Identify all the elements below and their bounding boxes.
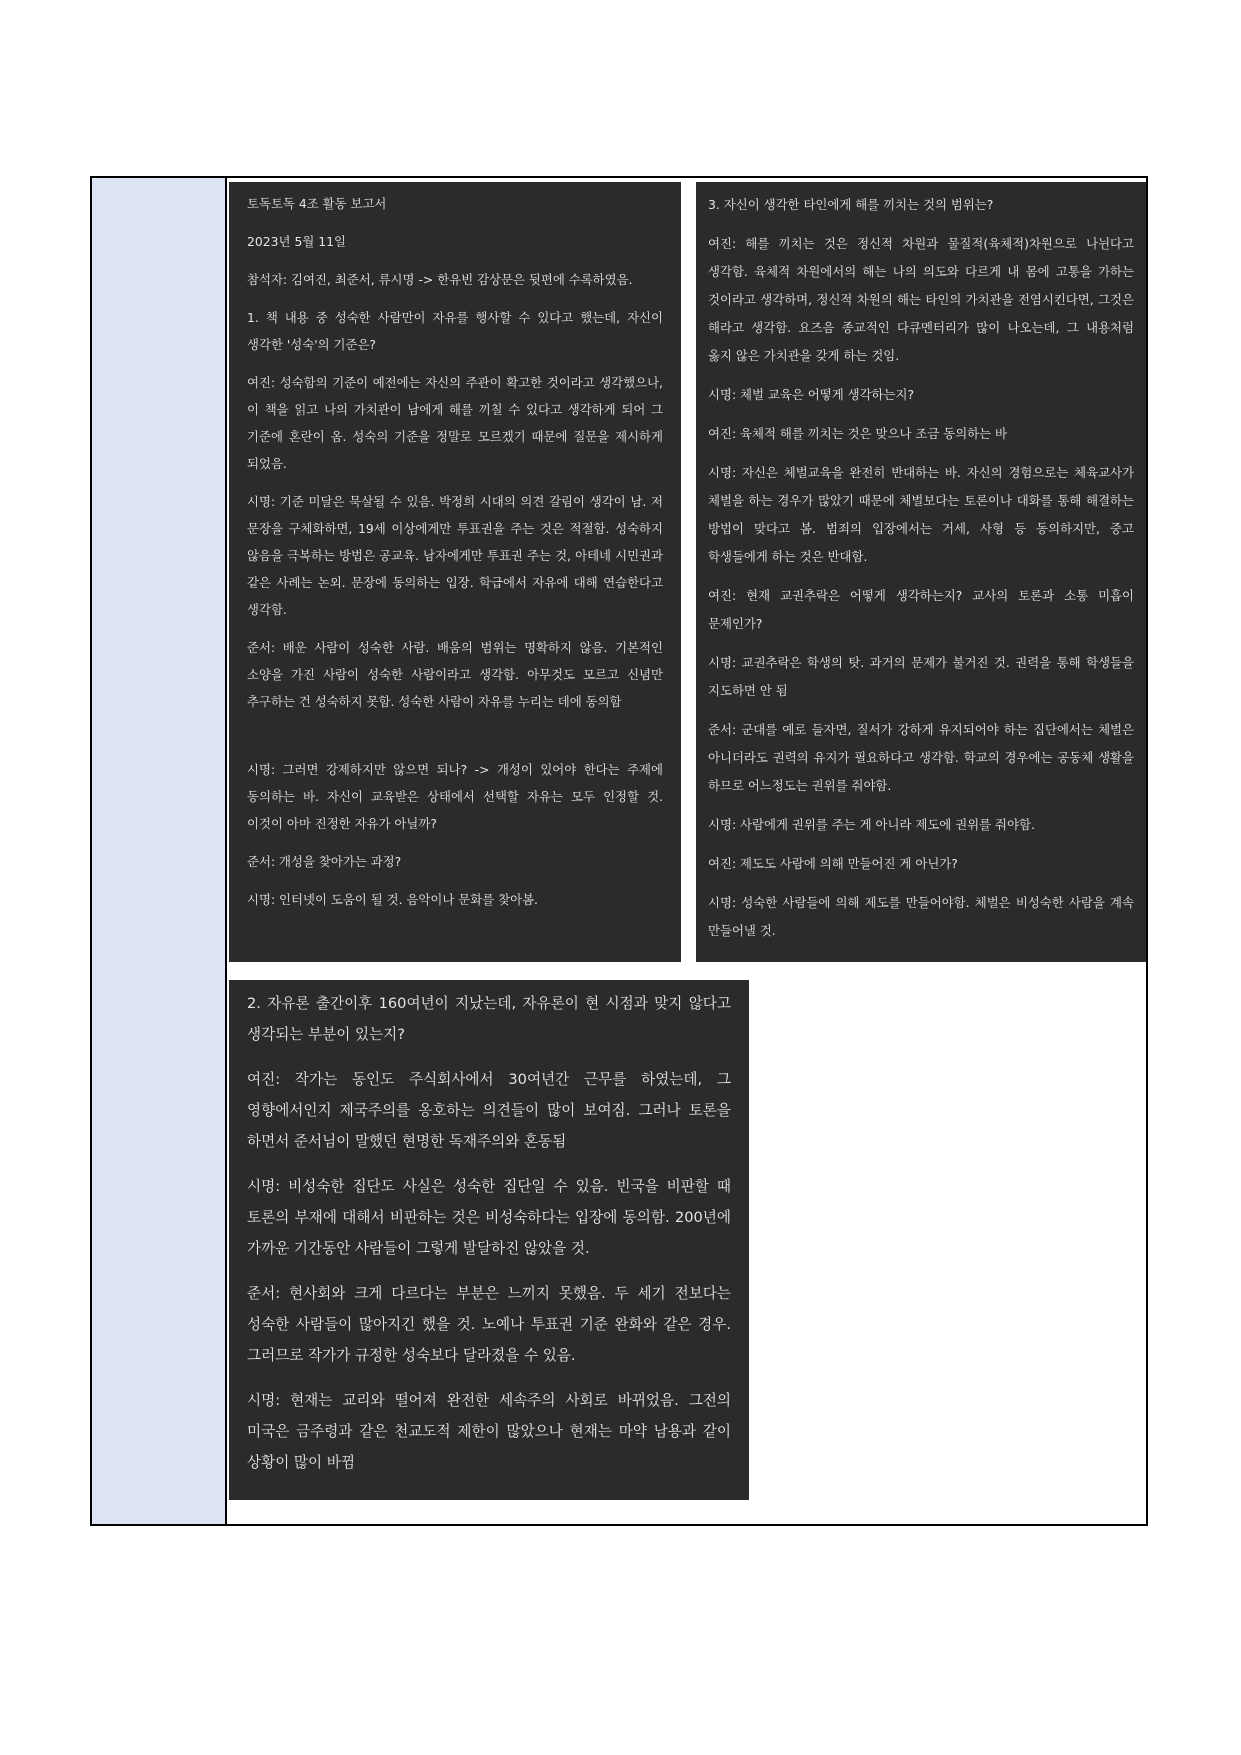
answer-yeojin-4: 여진: 제도도 사람에 의해 만들어진 게 아닌가?	[708, 856, 958, 871]
answer-junseo: 준서: 배운 사람이 성숙한 사람. 배움의 범위는 명확하지 않음. 기본적인 소양을 가진 사람이 성숙한 사람이라고 생각함. 아무것도 모르고 신념만 추구하는 건 성숙하지 못함. 성숙한 사람이 자유를 누리는 데에 동의함	[247, 640, 663, 709]
answer-yeojin-3: 여진: 현재 교권추락은 어떻게 생각하는지? 교사의 토론과 소통 미흡이 문제인가?	[708, 588, 1134, 631]
answer-yeojin: 여진: 해를 끼치는 것은 정신적 차원과 물질적(육체적)차원으로 나뉜다고 생각함. 육체적 차원에서의 해는 나의 의도와 다르게 내 몸에 고통을 가하는 것이라고 생각하며, 정신적 차원의 해는 타인의 가치관을 전염시킨다면, 그것은 해라고 생각함. 요즈음 종교적인 다큐멘터리가 많이 나오는데, 그 내용처럼 옳지 않은 가치관을 갖게 하는 것임.	[708, 236, 1134, 363]
notes-block-section3	[696, 182, 1146, 962]
answer-simyeong-3: 시명: 교권추락은 학생의 탓. 과거의 문제가 불거진 것. 권력을 통해 학생들을 지도하면 안 됨	[708, 655, 1134, 698]
notes-block-section1	[229, 182, 681, 962]
report-table-frame	[90, 176, 1148, 1526]
report-date: 2023년 5월 11일	[247, 234, 346, 249]
report-title: 토독토독 4조 활동 보고서	[247, 196, 387, 211]
answer-simyeong-2: 시명: 자신은 체벌교육을 완전히 반대하는 바. 자신의 경험으로는 체육교사가 체벌을 하는 경우가 많았기 때문에 체벌보다는 토론이나 대화를 통해 해결하는 방법이 맞다고 봄. 범죄의 입장에서는 거세, 사형 등 동의하지만, 중고 학생들에게 하는 것은 반대함.	[708, 465, 1134, 564]
blank-gap	[247, 726, 663, 756]
answer-yeojin: 여진: 작가는 동인도 주식회사에서 30여년간 근무를 하였는데, 그 영향에서인지 제국주의를 옹호하는 의견들이 많이 보여짐. 그러나 토론을 하면서 준서님이 말했던 현명한 독재주의와 혼동됨	[247, 1071, 731, 1150]
answer-simyeong: 시명: 기준 미달은 묵살될 수 있음. 박정희 시대의 의견 갈림이 생각이 남. 저 문장을 구체화하면, 19세 이상에게만 투표권을 주는 것은 적절함. 성숙하지 않음을 극복하는 방법은 공교육. 남자에게만 투표권 주는 것, 아테네 시민권과 같은 사례는 논외. 문장에 동의하는 입장. 학급에서 자유에 대해 연습한다고 생각함.	[247, 494, 663, 617]
attendees: 참석자: 김여진, 최준서, 류시명 -> 한유빈 감상문은 뒷편에 수록하였음.	[247, 272, 633, 287]
notes-block-section2	[229, 980, 749, 1500]
answer-simyeong-3: 시명: 인터넷이 도움이 될 것. 음악이나 문화를 찾아봄.	[247, 892, 538, 907]
answer-junseo-2: 준서: 개성을 찾아가는 과정?	[247, 854, 402, 869]
answer-simyeong-2: 시명: 현재는 교리와 떨어져 완전한 세속주의 사회로 바뀌었음. 그전의 미국은 금주령과 같은 천교도적 제한이 많았으나 현재는 마약 남용과 같이 상황이 많이 바뀜	[247, 1392, 731, 1471]
answer-yeojin-2: 여진: 육체적 해를 끼치는 것은 맞으나 조금 동의하는 바	[708, 426, 1008, 441]
question-1: 1. 책 내용 중 성숙한 사람만이 자유를 행사할 수 있다고 했는데, 자신이 생각한 '성숙'의 기준은?	[247, 310, 663, 352]
answer-yeojin: 여진: 성숙함의 기준이 예전에는 자신의 주관이 확고한 것이라고 생각했으나, 이 책을 읽고 나의 가치관이 남에게 해를 끼칠 수 있다고 생각하게 되어 그 기준에 혼란이 옴. 성숙의 기준을 정말로 모르겠기 때문에 질문을 제시하게 되었음.	[247, 375, 663, 471]
question-2: 2. 자유론 출간이후 160여년이 지났는데, 자유론이 현 시점과 맞지 않다고 생각되는 부분이 있는지?	[247, 995, 731, 1043]
answer-junseo: 준서: 군대를 예로 들자면, 질서가 강하게 유지되어야 하는 집단에서는 체벌은 아니더라도 권력의 유지가 필요하다고 생각함. 학교의 경우에는 공동체 생활을 하므로 어느정도는 권위를 줘야함.	[708, 722, 1134, 793]
answer-simyeong-4: 시명: 사람에게 권위를 주는 게 아니라 제도에 권위를 줘야함.	[708, 817, 1035, 832]
answer-junseo: 준서: 현사회와 크게 다르다는 부분은 느끼지 못했음. 두 세기 전보다는 성숙한 사람들이 많아지긴 했을 것. 노예나 투표권 기준 완화와 같은 경우. 그러므로 작가가 규정한 성숙보다 달라졌을 수 있음.	[247, 1285, 731, 1364]
answer-simyeong-2: 시명: 그러면 강제하지만 않으면 되나? -> 개성이 있어야 한다는 주제에 동의하는 바. 자신이 교육받은 상태에서 선택할 자유는 모두 인정할 것. 이것이 아마 진정한 자유가 아닐까?	[247, 762, 663, 831]
label-column	[92, 178, 227, 1524]
answer-simyeong-5: 시명: 성숙한 사람들에 의해 제도를 만들어야함. 체벌은 비성숙한 사람을 계속 만들어낼 것.	[708, 895, 1134, 938]
answer-simyeong: 시명: 체벌 교육은 어떻게 생각하는지?	[708, 387, 915, 402]
answer-simyeong: 시명: 비성숙한 집단도 사실은 성숙한 집단일 수 있음. 빈국을 비판할 때 토론의 부재에 대해서 비판하는 것은 비성숙하다는 입장에 동의함. 200년에 가까운 기간동안 사람들이 그렇게 발달하진 않았을 것.	[247, 1178, 731, 1257]
question-3: 3. 자신이 생각한 타인에게 해를 끼치는 것의 범위는?	[708, 197, 994, 212]
